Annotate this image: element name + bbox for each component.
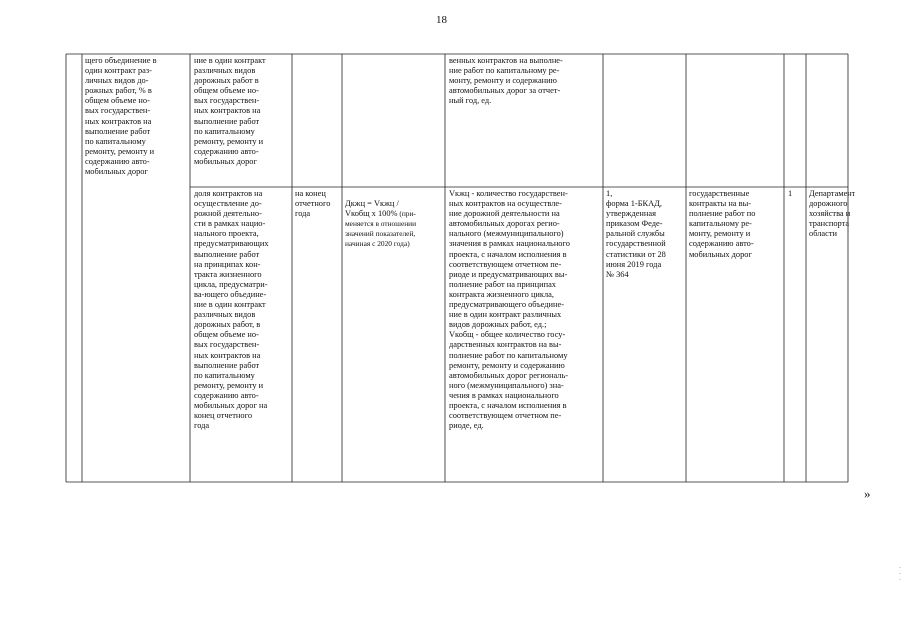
margin-marks: - - - (899, 566, 901, 583)
row1-variables-description: венных контрактов на выполне- ние работ по капитальному ре- монту, ремонту и содержанию автомобильных дорог за отчет- ный год, ед. (449, 56, 563, 106)
row2-indicator-definition: доля контрактов на осуществление до- рожной деятельно- сти в рамках нацио- нального проекта, предусматривающих выполнение работ на принципах кон- тракта жизненного цикла, предусматри- ва-ющего объедине- ние в один контракт различных видов дорожных работ, в общем объеме но- вых государствен- ных контрактов на выполнение работ по капитальному ремонту, ремонту и содержанию авто- мобильных дорог на конец отчетного года (194, 189, 269, 431)
row2-formula (345, 189, 444, 259)
row2-period: на конец отчетного года (295, 189, 331, 219)
closing-quote: » (864, 486, 871, 501)
row1-indicator-name: щего объединение в один контракт раз- личных видов до- рожных работ, % в общем объеме но- вых государствен- ных контрактов на выполнение работ по капитальному ремонту, ремонту и содержанию авто- мобильных дорог (85, 56, 157, 177)
formula-main: Дкжц = Vкжц / Vкобщ х 100% (345, 199, 399, 219)
row2-data-source: 1, форма 1-БКАД, утвержденная приказом Феде- ральной службы государственной статистики от 28 июня 2019 года № 364 (606, 189, 666, 279)
row2-variables-description: Vкжц - количество государствен- ных контрактов на осуществле- ние дорожной деятельности на автомобильных дорогах регио- нального (межмуниципального) значения в рамках национального проекта, с началом исполнения в соответствующем отчетном пе- риоде и предусматривающих вы- полнение работ на принципах контракта жизненного цикла, предусматривающего объедине- ние в один контракт различных видов дорожных работ, ед.; Vкобщ - общее количество госу- дарственных контрактов на вы- полнение работ по капитальному ремонту, ремонту и содержанию автомобильных дорог региональ- ного (межмуниципального) зна- чения в рамках национального проекта, с началом исполнения в соответствующем отчетном пе- риоде, ед. (449, 189, 570, 431)
formula-note: (при- меняется в отношении значений показателей, начиная с 2020 года) (345, 209, 417, 249)
page-number: 18 (436, 14, 447, 26)
row1-indicator-definition: ние в один контракт различных видов дорожных работ в общем объеме но- вых государствен- ных контрактов на выполнение работ по капитальному ремонту, ремонту и содержанию авто- мобильных дорог (194, 56, 266, 166)
row2-code: 1 (788, 189, 793, 198)
row2-observation-object: государственные контракты на вы- полнение работ по капитальному ре- монту, ремонту и содержанию авто- мобильных дорог (689, 189, 756, 259)
row2-responsible: Департамент дорожного хозяйства и транспорта области (809, 189, 855, 239)
